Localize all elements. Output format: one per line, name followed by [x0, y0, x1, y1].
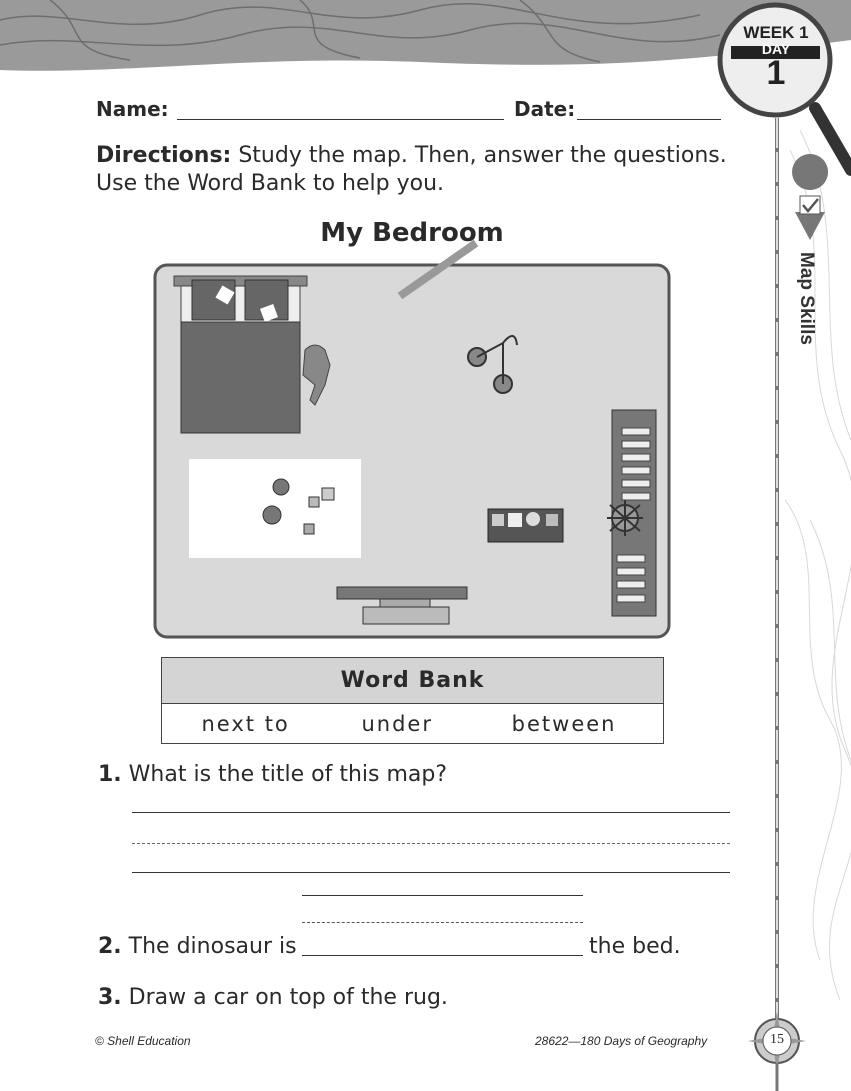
answer-line[interactable] — [302, 895, 583, 896]
side-tab-label: Map Skills — [796, 252, 817, 345]
blank-answer-field[interactable] — [302, 955, 583, 956]
question-3 — [98, 985, 448, 1010]
page-number: 15 — [770, 1032, 784, 1047]
question-number: 3. — [98, 985, 122, 1010]
footer-book-title: 28622—180 Days of Geography — [535, 1034, 708, 1048]
question-number: 2. — [98, 934, 122, 959]
word-bank — [161, 657, 664, 744]
answer-line[interactable] — [132, 812, 730, 813]
map-title: My Bedroom — [320, 218, 504, 248]
toy-shelf — [488, 509, 563, 542]
name-label: Name: — [96, 97, 169, 121]
answer-guide-line — [302, 922, 583, 923]
directions-line1: Study the map. Then, answer the questions. — [238, 143, 727, 168]
day-label: DAY — [761, 41, 791, 57]
question-number: 1. — [98, 762, 122, 787]
directions-label: Directions: — [96, 143, 232, 168]
week-label: WEEK 1 — [743, 23, 809, 42]
word-bank-word: between — [511, 711, 617, 736]
question-text: What is the title of this map? — [128, 762, 448, 787]
question-text: The dinosaur is — [128, 934, 297, 959]
bed — [174, 276, 307, 433]
day-number: 1 — [766, 54, 786, 92]
word-bank-word: under — [361, 711, 433, 736]
directions-line2: Use the Word Bank to help you. — [96, 171, 445, 196]
question-2 — [98, 934, 297, 959]
question-2-end: the bed. — [589, 934, 681, 959]
date-label: Date: — [514, 97, 576, 121]
word-bank-word: next to — [201, 711, 290, 736]
answer-guide-line — [132, 843, 730, 844]
footer-copyright: © Shell Education — [95, 1034, 191, 1048]
question-1 — [98, 762, 447, 787]
word-bank-title: Word Bank — [162, 658, 664, 704]
question-text: Draw a car on top of the rug. — [128, 985, 448, 1010]
answer-line[interactable] — [132, 872, 730, 873]
